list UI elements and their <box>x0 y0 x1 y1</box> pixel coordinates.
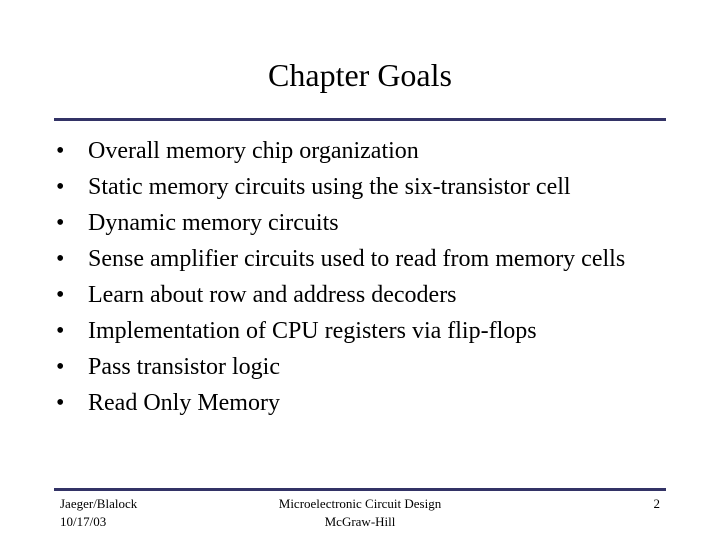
bullet-list <box>56 133 676 421</box>
bullet-icon: • <box>56 174 65 200</box>
bullet-item <box>56 241 676 277</box>
bullet-item <box>56 349 676 385</box>
footer-publisher: McGraw-Hill <box>324 514 396 529</box>
footer-authors: Jaeger/Blalock <box>60 496 138 511</box>
bullet-icon: • <box>56 354 65 380</box>
bullet-text: Pass transistor logic <box>88 354 280 380</box>
bullet-icon: • <box>56 210 65 236</box>
bullet-item <box>56 133 676 169</box>
title-divider <box>54 118 666 121</box>
bullet-item <box>56 169 676 205</box>
bullet-icon: • <box>56 246 65 272</box>
bullet-item <box>56 205 676 241</box>
bullet-text: Sense amplifier circuits used to read from memory cells <box>88 246 626 272</box>
bullet-icon: • <box>56 138 65 164</box>
footer-divider <box>54 488 666 491</box>
bullet-text: Overall memory chip organization <box>88 138 419 164</box>
bullet-item <box>56 385 676 421</box>
footer-author-date <box>60 495 137 531</box>
bullet-text: Dynamic memory circuits <box>88 210 339 236</box>
bullet-text: Static memory circuits using the six-transistor cell <box>88 174 571 200</box>
slide-title: Chapter Goals <box>268 57 452 93</box>
bullet-icon: • <box>56 318 65 344</box>
bullet-icon: • <box>56 282 65 308</box>
bullet-text: Implementation of CPU registers via flip-flops <box>88 318 537 344</box>
bullet-icon: • <box>56 390 65 416</box>
footer-book-title: Microelectronic Circuit Design <box>278 496 442 511</box>
bullet-item <box>56 277 676 313</box>
bullet-text: Read Only Memory <box>88 390 280 416</box>
bullet-text: Learn about row and address decoders <box>88 282 457 308</box>
page-number: 2 <box>653 496 660 511</box>
footer-date: 10/17/03 <box>60 514 107 529</box>
bullet-item <box>56 313 676 349</box>
footer-book <box>230 495 490 531</box>
